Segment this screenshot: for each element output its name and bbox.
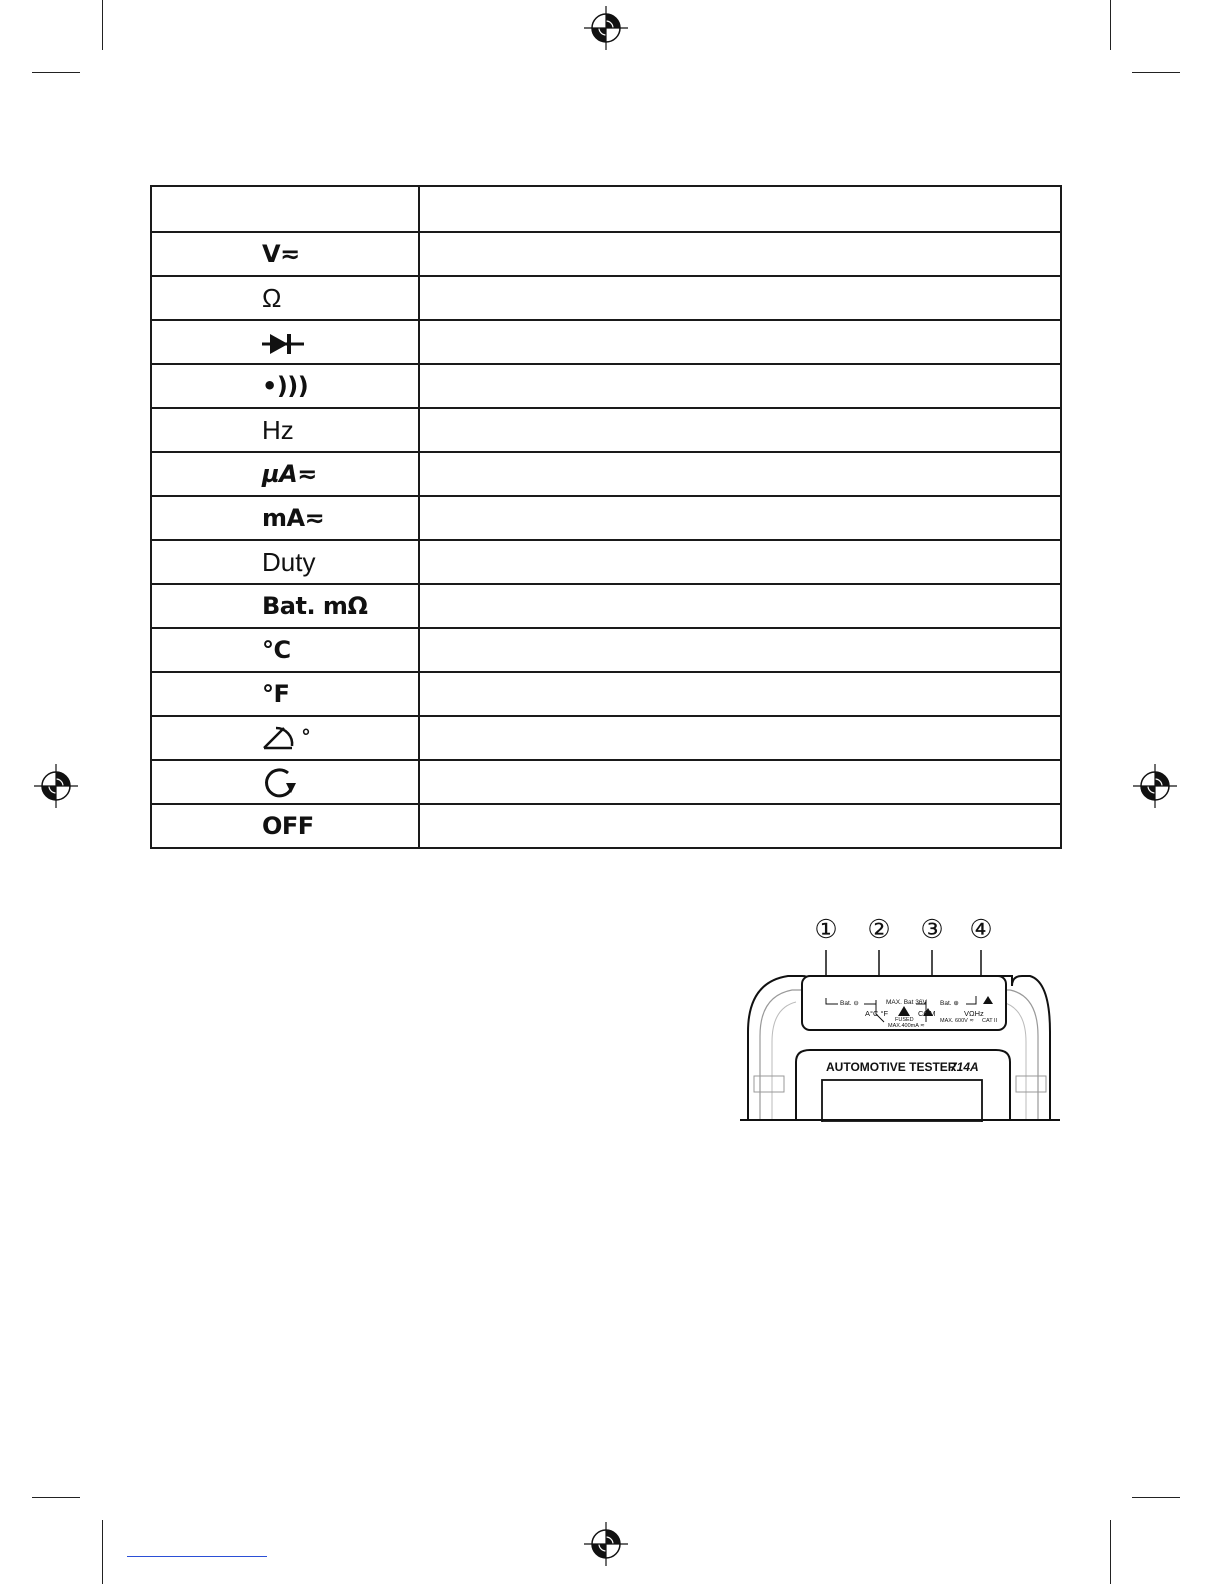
rpm-tach-icon: [262, 765, 300, 798]
table-row: [151, 672, 1061, 716]
jack-label-max-current: MAX.400mA ≂: [888, 1023, 925, 1029]
symbol-cell: [151, 760, 419, 804]
dwell-angle-icon: [262, 722, 310, 754]
description-cell: [419, 496, 1061, 540]
description-cell: [419, 320, 1061, 364]
callout-1: ①: [814, 914, 838, 944]
table-header-row: [151, 186, 1061, 232]
jack-label-temp-current: A°C °F: [865, 1009, 889, 1018]
device-jack-diagram: [740, 912, 1060, 1122]
celsius-icon: °C: [262, 636, 291, 664]
crop-mark-top-left-v: [102, 0, 103, 50]
symbol-cell: [151, 804, 419, 848]
description-cell: [419, 232, 1061, 276]
crop-mark-bottom-left-h: [32, 1497, 80, 1498]
description-cell: [419, 804, 1061, 848]
registration-mark-right: [1133, 764, 1177, 808]
dial-function-table: [150, 185, 1062, 849]
description-cell: [419, 364, 1061, 408]
table-row: [151, 364, 1061, 408]
symbol-cell: [151, 232, 419, 276]
callout-3: ③: [920, 914, 944, 944]
dwell-degree-label: °: [302, 725, 310, 748]
description-cell: [419, 760, 1061, 804]
frequency-icon: Hz: [262, 415, 294, 445]
milliamp-icon: mA≂: [262, 504, 325, 532]
fahrenheit-icon: °F: [262, 680, 290, 708]
crop-mark-top-right-v: [1110, 0, 1111, 50]
table-row: [151, 540, 1061, 584]
description-cell: [419, 408, 1061, 452]
table-row: [151, 760, 1061, 804]
continuity-buzzer-icon: •))): [262, 372, 309, 400]
callout-4: ④: [969, 914, 993, 944]
jack-label-vohz: VΩHz: [964, 1009, 984, 1018]
crop-mark-top-right-h: [1132, 72, 1180, 73]
jack-label-fused: FUSED: [895, 1017, 914, 1023]
crop-mark-top-left-h: [32, 72, 80, 73]
header-description-cell: [419, 186, 1061, 232]
battery-resistance-icon: Bat. mΩ: [262, 592, 368, 620]
microamp-icon: µA≂: [262, 460, 317, 488]
table-row: [151, 584, 1061, 628]
jack-label-cat: CAT II: [982, 1018, 998, 1024]
symbol-cell: [151, 628, 419, 672]
symbol-cell: [151, 584, 419, 628]
table-row: [151, 716, 1061, 760]
table-row: [151, 276, 1061, 320]
duty-cycle-icon: Duty: [262, 547, 316, 577]
jack-label-max-bat: MAX. Bat 36V: [886, 999, 927, 1006]
symbol-cell: [151, 276, 419, 320]
description-cell: [419, 628, 1061, 672]
description-cell: [419, 276, 1061, 320]
description-cell: [419, 584, 1061, 628]
symbol-cell: [151, 540, 419, 584]
callout-2: ②: [867, 914, 891, 944]
off-icon: OFF: [262, 812, 314, 840]
symbol-cell: [151, 364, 419, 408]
jack-label-bat-minus: Bat. ⊖: [840, 1000, 859, 1007]
table-row: [151, 232, 1061, 276]
description-cell: [419, 672, 1061, 716]
registration-mark-bottom: [584, 1522, 628, 1566]
ohm-icon: Ω: [262, 283, 282, 313]
registration-mark-left: [34, 764, 78, 808]
voltage-ac-dc-icon: V≂: [262, 240, 300, 268]
footer-rule: [127, 1556, 267, 1557]
symbol-cell: [151, 408, 419, 452]
description-cell: [419, 540, 1061, 584]
crop-mark-bottom-right-v: [1110, 1520, 1111, 1584]
table-row: [151, 320, 1061, 364]
diode-icon: [262, 327, 304, 357]
symbol-cell: [151, 496, 419, 540]
table-row: [151, 628, 1061, 672]
symbol-cell: [151, 452, 419, 496]
jack-label-max-voltage: MAX. 600V ≂: [940, 1018, 974, 1024]
registration-mark-top: [584, 6, 628, 50]
jack-label-bat-plus: Bat. ⊕: [940, 1000, 959, 1007]
symbol-cell: [151, 716, 419, 760]
table-row: [151, 804, 1061, 848]
table-row: [151, 408, 1061, 452]
description-cell: [419, 716, 1061, 760]
symbol-cell: [151, 320, 419, 364]
symbol-cell: [151, 672, 419, 716]
header-symbol-cell: [151, 186, 419, 232]
table-row: [151, 452, 1061, 496]
crop-mark-bottom-left-v: [102, 1520, 103, 1584]
crop-mark-bottom-right-h: [1132, 1497, 1180, 1498]
table-row: [151, 496, 1061, 540]
device-model-label: AUTOMOTIVE TESTER: [826, 1060, 957, 1074]
jack-label-com: COM: [918, 1009, 936, 1018]
description-cell: [419, 452, 1061, 496]
device-model-number: 714A: [950, 1060, 979, 1074]
